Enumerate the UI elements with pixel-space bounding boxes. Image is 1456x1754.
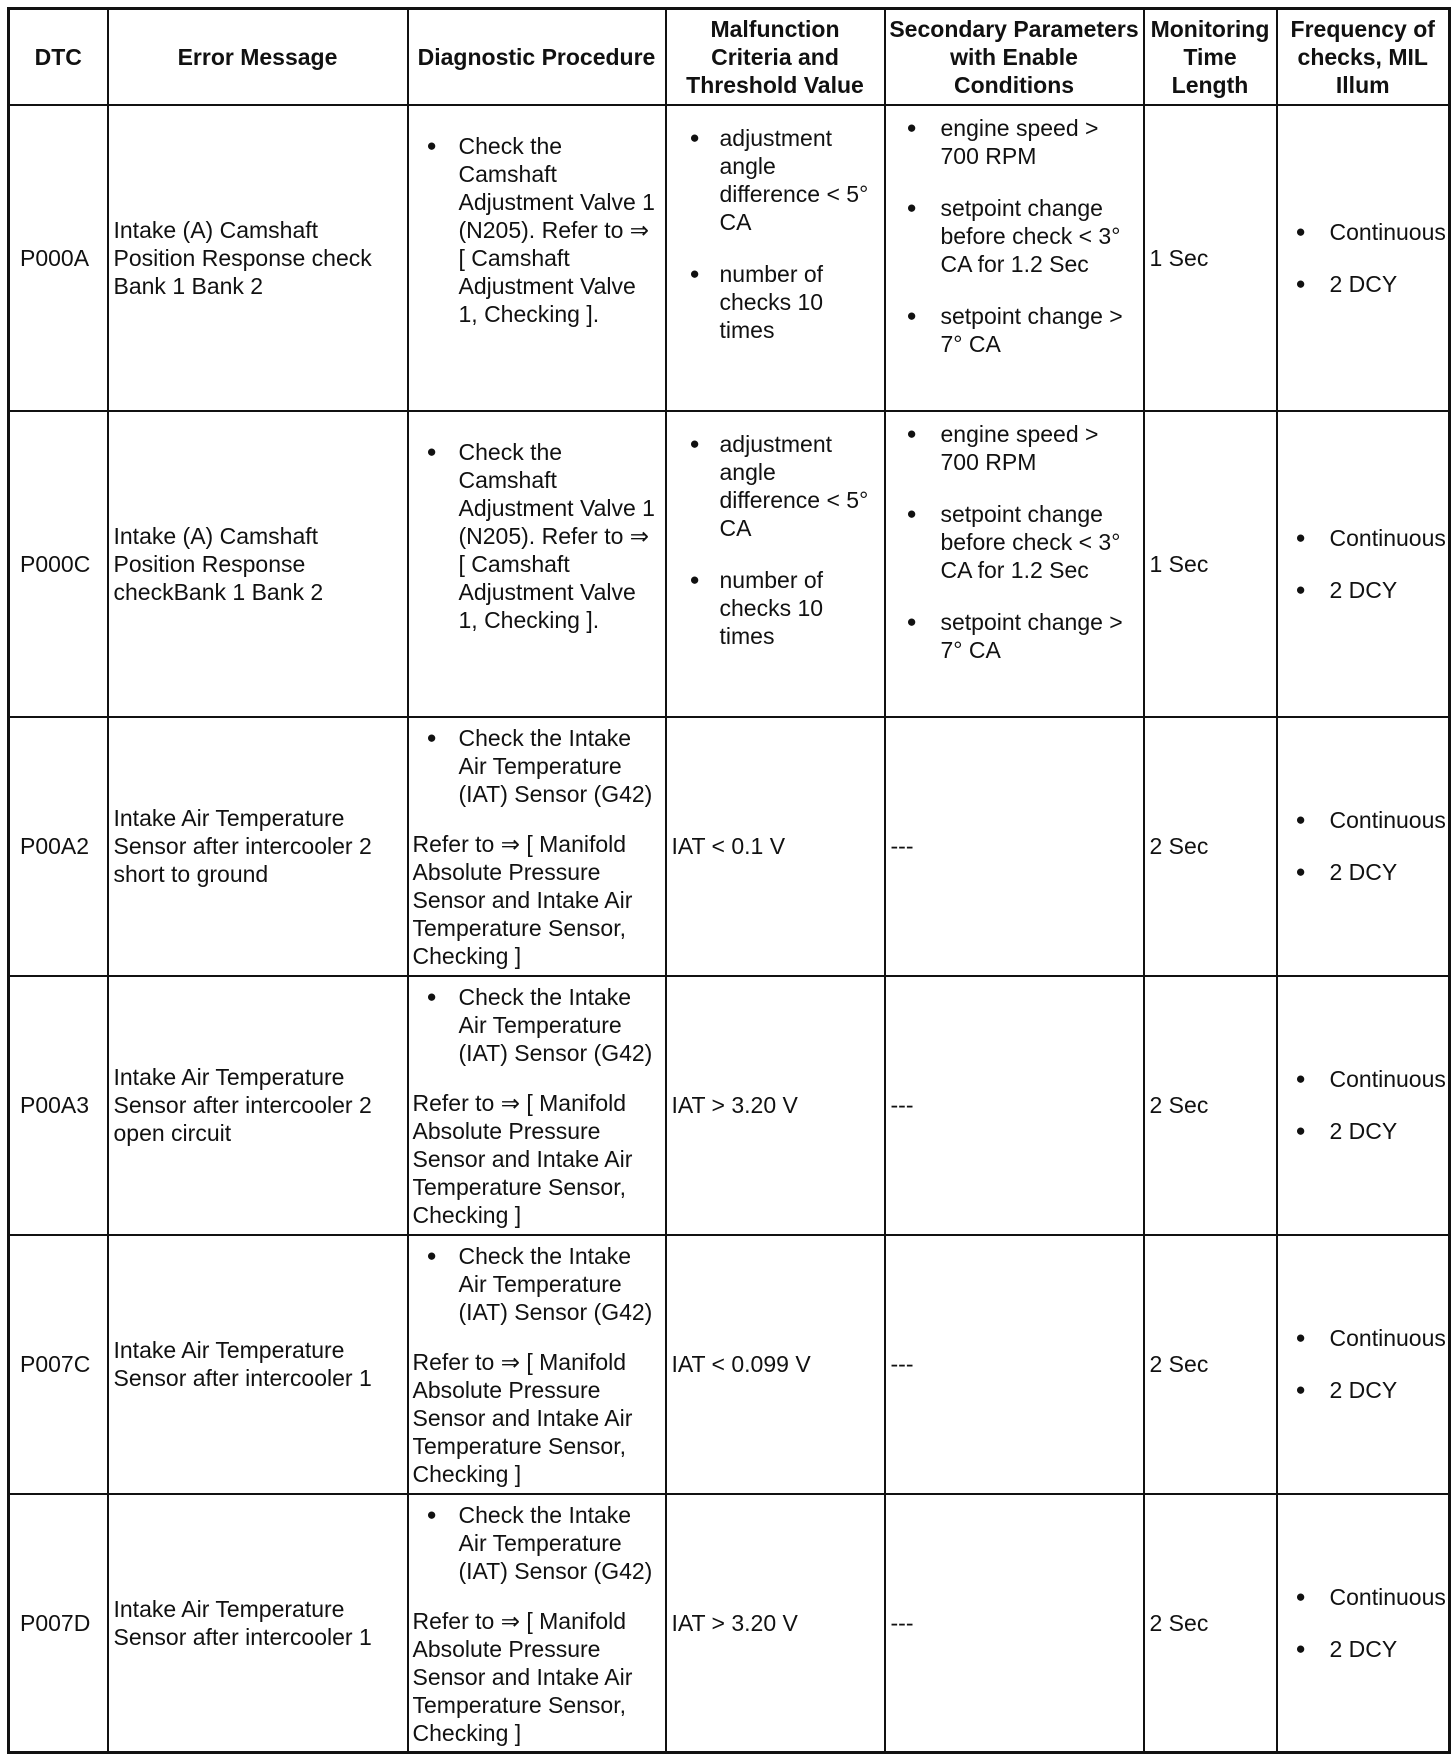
- malfunction-item: ● number of checks 10 times: [672, 566, 879, 650]
- dtc-code: P00A3: [9, 976, 108, 1235]
- table-row: [9, 411, 1450, 717]
- dtc-code: P000A: [9, 105, 108, 411]
- header-diagnostic-procedure: Diagnostic Procedure: [408, 9, 666, 105]
- frequency-item: ● Continuous: [1278, 524, 1444, 552]
- secondary-parameters: ---: [885, 1235, 1144, 1494]
- diagnostic-reference: Refer to ⇒ [ Manifold Absolute Pressure Sensor and Intake Air Temperature Sensor, Checking ]: [412, 830, 633, 969]
- secondary-item: ● engine speed > 700 RPM: [891, 114, 1138, 170]
- diagnostic-procedure: [408, 1494, 666, 1753]
- table-row: [9, 976, 1450, 1235]
- dtc-code: P007D: [9, 1494, 108, 1753]
- monitoring-time: 2 Sec: [1144, 717, 1277, 976]
- frequency-item: ● 2 DCY: [1278, 858, 1444, 886]
- dtc-code: P000C: [9, 411, 108, 717]
- error-message: Intake Air Temperature Sensor after intercooler 1: [108, 1235, 408, 1494]
- frequency-item: ● Continuous: [1278, 806, 1444, 834]
- frequency: [1277, 1494, 1450, 1753]
- diagnostic-reference: Refer to ⇒ [ Manifold Absolute Pressure Sensor and Intake Air Temperature Sensor, Checking ]: [412, 1348, 633, 1487]
- secondary-parameters: ---: [885, 1494, 1144, 1753]
- dtc-table: [7, 7, 1451, 1754]
- header-frequency: Frequency of checks, MIL Illum: [1277, 9, 1450, 105]
- secondary-item: ● setpoint change before check < 3° CA for 1.2 Sec: [891, 194, 1138, 278]
- diagnostic-procedure: [408, 105, 666, 411]
- diagnostic-procedure: [408, 411, 666, 717]
- monitoring-time: 2 Sec: [1144, 1235, 1277, 1494]
- error-message: Intake Air Temperature Sensor after intercooler 2 short to ground: [108, 717, 408, 976]
- malfunction-item: ● adjustment angle difference < 5° CA: [672, 430, 879, 542]
- secondary-item: ● setpoint change before check < 3° CA for 1.2 Sec: [891, 500, 1138, 584]
- diagnostic-step: ● Check the Camshaft Adjustment Valve 1 (N205). Refer to ⇒ [ Camshaft Adjustment Valve 1, Checking ].: [413, 438, 661, 634]
- error-message: Intake (A) Camshaft Position Response check Bank 1 Bank 2: [108, 105, 408, 411]
- header-row: [9, 9, 1450, 105]
- malfunction-criteria: IAT > 3.20 V: [666, 1494, 885, 1753]
- frequency-item: ● 2 DCY: [1278, 1117, 1444, 1145]
- diagnostic-step: ● Check the Intake Air Temperature (IAT) Sensor (G42): [413, 1501, 661, 1585]
- error-message: Intake Air Temperature Sensor after intercooler 2 open circuit: [108, 976, 408, 1235]
- secondary-parameters: ---: [885, 717, 1144, 976]
- diagnostic-procedure: [408, 976, 666, 1235]
- table-row: [9, 105, 1450, 411]
- malfunction-criteria: IAT > 3.20 V: [666, 976, 885, 1235]
- frequency-item: ● Continuous: [1278, 1324, 1444, 1352]
- header-error-message: Error Message: [108, 9, 408, 105]
- diagnostic-step: ● Check the Intake Air Temperature (IAT) Sensor (G42): [413, 983, 661, 1067]
- frequency-item: ● Continuous: [1278, 1065, 1444, 1093]
- frequency-item: ● 2 DCY: [1278, 576, 1444, 604]
- dtc-code: P007C: [9, 1235, 108, 1494]
- frequency: [1277, 976, 1450, 1235]
- diagnostic-reference: Refer to ⇒ [ Manifold Absolute Pressure Sensor and Intake Air Temperature Sensor, Checking ]: [412, 1607, 633, 1746]
- dtc-code: P00A2: [9, 717, 108, 976]
- monitoring-time: 2 Sec: [1144, 976, 1277, 1235]
- malfunction-criteria: [666, 105, 885, 411]
- frequency: [1277, 717, 1450, 976]
- frequency-item: ● 2 DCY: [1278, 270, 1444, 298]
- frequency-item: ● Continuous: [1278, 218, 1444, 246]
- table-row: [9, 1494, 1450, 1753]
- header-monitoring-time: Monitoring Time Length: [1144, 9, 1277, 105]
- malfunction-criteria: IAT < 0.1 V: [666, 717, 885, 976]
- frequency: [1277, 1235, 1450, 1494]
- diagnostic-procedure: [408, 1235, 666, 1494]
- table-row: [9, 717, 1450, 976]
- secondary-item: ● setpoint change > 7° CA: [891, 302, 1138, 358]
- diagnostic-reference: Refer to ⇒ [ Manifold Absolute Pressure Sensor and Intake Air Temperature Sensor, Checking ]: [412, 1089, 633, 1228]
- error-message: Intake Air Temperature Sensor after intercooler 1: [108, 1494, 408, 1753]
- malfunction-item: ● adjustment angle difference < 5° CA: [672, 124, 879, 236]
- secondary-item: ● engine speed > 700 RPM: [891, 420, 1138, 476]
- diagnostic-step: ● Check the Intake Air Temperature (IAT) Sensor (G42): [413, 1242, 661, 1326]
- secondary-parameters: ---: [885, 976, 1144, 1235]
- diagnostic-step: ● Check the Intake Air Temperature (IAT) Sensor (G42): [413, 724, 661, 808]
- diagnostic-step: ● Check the Camshaft Adjustment Valve 1 (N205). Refer to ⇒ [ Camshaft Adjustment Valve 1, Checking ].: [413, 132, 661, 328]
- malfunction-criteria: IAT < 0.099 V: [666, 1235, 885, 1494]
- header-malfunction-criteria: Malfunction Criteria and Threshold Value: [666, 9, 885, 105]
- malfunction-criteria: [666, 411, 885, 717]
- diagnostic-procedure: [408, 717, 666, 976]
- secondary-parameters: [885, 105, 1144, 411]
- secondary-item: ● setpoint change > 7° CA: [891, 608, 1138, 664]
- header-dtc: DTC: [9, 9, 108, 105]
- monitoring-time: 2 Sec: [1144, 1494, 1277, 1753]
- error-message: Intake (A) Camshaft Position Response checkBank 1 Bank 2: [108, 411, 408, 717]
- frequency: [1277, 411, 1450, 717]
- header-secondary-parameters: Secondary Parameters with Enable Conditions: [885, 9, 1144, 105]
- monitoring-time: 1 Sec: [1144, 411, 1277, 717]
- frequency-item: ● 2 DCY: [1278, 1376, 1444, 1404]
- secondary-parameters: [885, 411, 1144, 717]
- table-row: [9, 1235, 1450, 1494]
- monitoring-time: 1 Sec: [1144, 105, 1277, 411]
- malfunction-item: ● number of checks 10 times: [672, 260, 879, 344]
- frequency-item: ● Continuous: [1278, 1583, 1444, 1611]
- frequency-item: ● 2 DCY: [1278, 1635, 1444, 1663]
- frequency: [1277, 105, 1450, 411]
